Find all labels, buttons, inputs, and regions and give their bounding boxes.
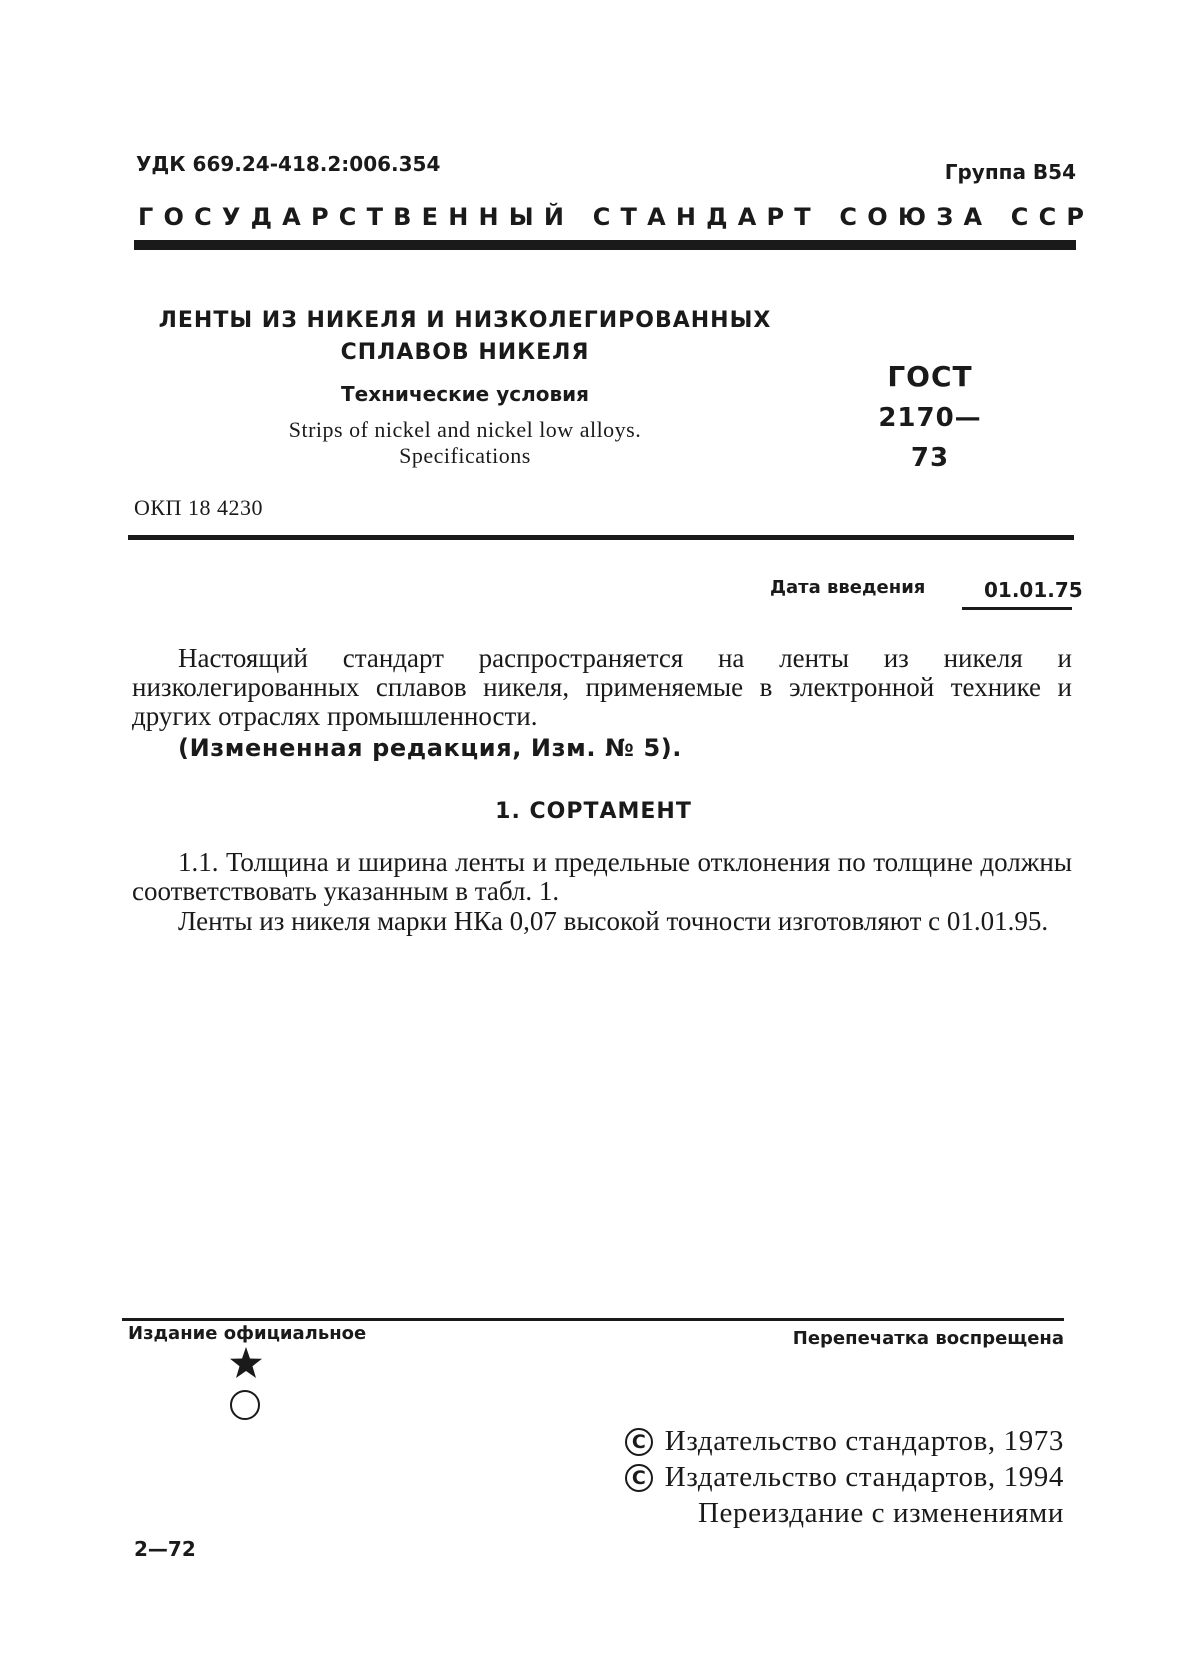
- introduction-date-label: Дата введения: [770, 577, 926, 598]
- udk-code: УДК 669.24-418.2:006.354: [136, 152, 441, 176]
- copyright-text-1994: Издательство стандартов, 1994: [664, 1461, 1064, 1493]
- clause-1-1: 1.1. Толщина и ширина ленты и предельные отклонения по толщине должны соответствовать указанным в табл. 1.: [132, 847, 1072, 906]
- title-block: [140, 305, 790, 469]
- english-title-line-2: Specifications: [399, 443, 531, 468]
- title-rule: [128, 535, 1074, 540]
- official-edition-label: Издание официальное: [128, 1323, 367, 1344]
- copyright-icon: С: [625, 1464, 653, 1492]
- okp-code: ОКП 18 4230: [134, 495, 263, 520]
- star-icon: [229, 1346, 263, 1380]
- circle-icon: [230, 1390, 260, 1420]
- introduction-date-value: 01.01.75: [984, 578, 1083, 602]
- reprint-prohibited-label: Перепечатка воспрещена: [792, 1328, 1064, 1349]
- copyright-text-1973: Издательство стандартов, 1973: [664, 1425, 1064, 1457]
- state-standard-heading: ГОСУДАРСТВЕННЫЙ СТАНДАРТ СОЮЗА ССР: [138, 203, 1095, 231]
- footer-rule: [122, 1318, 1064, 1321]
- header-rule: [134, 240, 1076, 250]
- document-title-line-2: СПЛАВОВ НИКЕЛЯ: [340, 340, 590, 365]
- copyright-icon: С: [625, 1428, 653, 1456]
- gost-designation: [860, 356, 1000, 478]
- clause-1-1-note: Ленты из никеля марки НКа 0,07 высокой точности изготовляют с 01.01.95.: [178, 906, 1049, 936]
- gost-number: 2170—73: [878, 403, 982, 473]
- document-subtitle: Технические условия: [341, 382, 589, 406]
- intro-paragraph: Настоящий стандарт распространяется на ленты из никеля и низколегированных сплавов никеля, применяемые в электронной технике и других отраслях промышленности.: [132, 643, 1072, 731]
- amendment-note: (Измененная редакция, Изм. № 5).: [178, 734, 683, 762]
- gost-label: ГОСТ: [887, 360, 973, 393]
- document-title-line-1: ЛЕНТЫ ИЗ НИКЕЛЯ И НИЗКОЛЕГИРОВАННЫХ: [158, 308, 772, 333]
- group-code: Группа В54: [944, 160, 1076, 184]
- date-underline: [962, 607, 1072, 610]
- english-title-line-1: Strips of nickel and nickel low alloys.: [288, 417, 642, 442]
- copyright-line-1973: [625, 1425, 1064, 1458]
- page-code: 2—72: [134, 1537, 196, 1561]
- copyright-line-1994: [625, 1461, 1064, 1494]
- reissue-note: Переиздание с изменениями: [698, 1497, 1064, 1529]
- section-heading: 1. СОРТАМЕНТ: [495, 799, 692, 824]
